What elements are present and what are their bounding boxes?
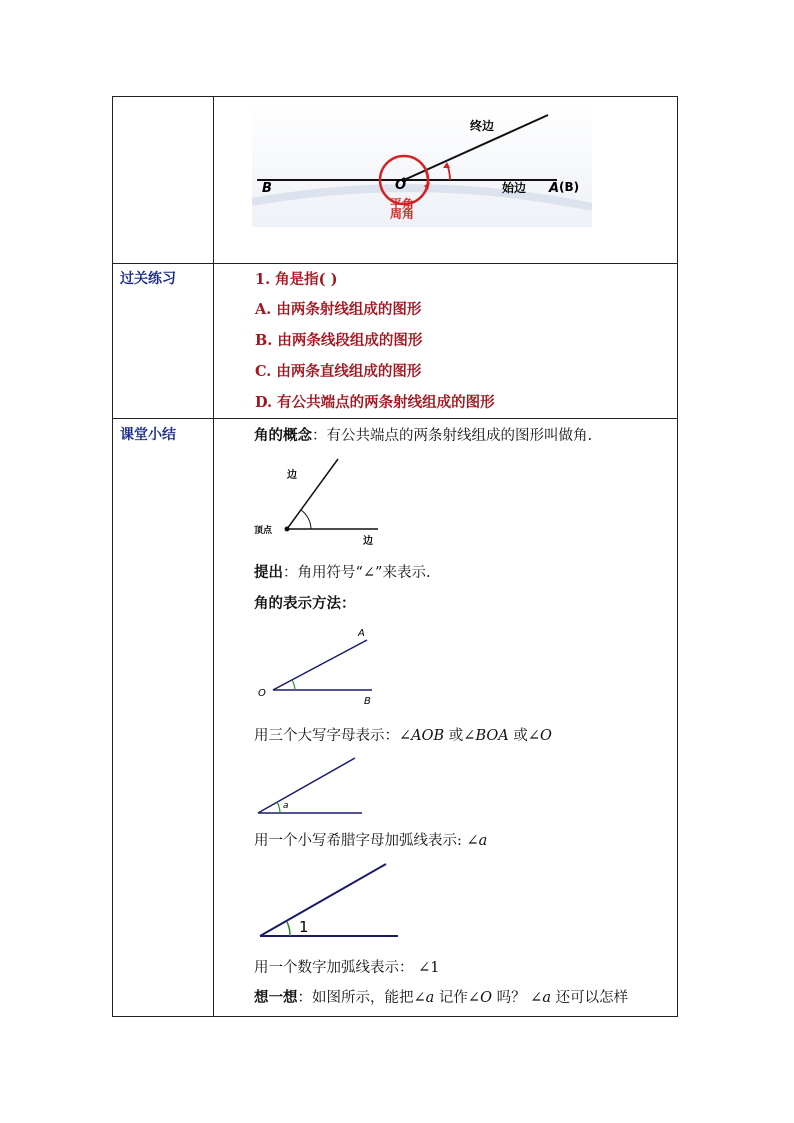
number-arc [287,922,290,936]
terminal-side-label: 终边 [470,119,495,133]
straight-angle-label: 平角 [390,197,415,211]
ray-top-bold [260,864,386,936]
table-column-divider [213,96,214,1017]
exercise-option-a: A. 由两条射线组成的图形 [255,301,422,318]
table-border-left [112,96,113,1017]
greek-letter-angle-diagram [252,754,372,819]
initial-side-label: 始边 [502,181,527,195]
methods-title: 角的表示方法： [254,595,356,612]
think-text2: 记作∠ [434,990,481,1006]
table-border-top [112,96,678,97]
exercise-option-c: C. 由两条直线组成的图形 [255,363,422,380]
label-O: O [258,688,266,699]
think-label: 想一想 [254,989,298,1006]
label-B: B [364,696,371,707]
side-label-bottom: 边 [363,536,373,547]
symbol-line [254,561,431,582]
label-AB-paren: (B) [559,180,580,194]
angle-parts-diagram [252,456,392,551]
concept-label: 角的概念 [254,427,312,444]
method2-line [254,829,487,850]
think-text1: ：如图所示，能把∠ [297,990,426,1006]
ray-top [258,758,355,813]
table-border-right [677,96,678,1017]
think-alpha: a [425,990,435,1006]
row-divider-1 [112,263,678,264]
think-text3: 吗？ ∠ [491,990,543,1006]
number-label: 1 [299,918,309,936]
method3-line: 用一个数字加弧线表示： ∠1 [254,960,440,976]
method1-line [254,724,552,745]
vertex-label: 顶点 [254,526,273,536]
row-label-summary: 课堂小结 [120,427,176,443]
method1-aob: AOB [411,728,445,744]
method1-o: O [540,728,552,744]
side-label-top: 边 [287,470,297,481]
symbol-text: ：角用符号“∠”来表示. [283,565,431,581]
label-B: B [262,181,272,196]
angle-arc [301,510,311,529]
think-alpha2: a [542,990,551,1006]
label-O: O [395,178,407,193]
angle-rotation-diagram [252,102,592,227]
alpha-arc [277,802,280,813]
exercise-question: 1. 角是指( ) [255,271,338,288]
symbol-label: 提出 [254,564,283,581]
lesson-table [112,96,678,1017]
method1-or: 或∠ [508,728,540,744]
alpha-label: a [283,801,289,811]
method1-prefix: 用三个大写字母表示：∠ [254,728,412,744]
ray-OA [273,640,367,690]
number-angle-diagram [252,862,402,942]
label-A: A [549,181,560,196]
exercise-option-b: B. 由两条线段组成的图形 [255,332,423,349]
concept-text: ：有公共端点的两条射线组成的图形叫做角. [312,428,593,444]
round-angle-label: 周角 [390,207,415,221]
three-letter-angle-diagram [252,626,392,711]
vertex-dot [285,527,290,532]
method1-mid: 或∠ [444,728,476,744]
method2-alpha: a [478,833,488,849]
exercise-option-d: D. 有公共端点的两条射线组成的图形 [255,394,495,411]
method2-prefix: 用一个小写希腊字母加弧线表示: ∠ [254,833,479,849]
method1-boa: BOA [475,728,509,744]
row-label-exercise: 过关练习 [120,271,176,287]
think-line [254,986,628,1007]
angle-arc-green [292,680,295,690]
table-border-bottom [112,1016,678,1017]
concept-line [254,424,592,445]
row-divider-2 [112,418,678,419]
think-text4: 还可以怎样 [551,990,629,1006]
label-A: A [358,628,365,639]
think-o: O [480,990,492,1006]
